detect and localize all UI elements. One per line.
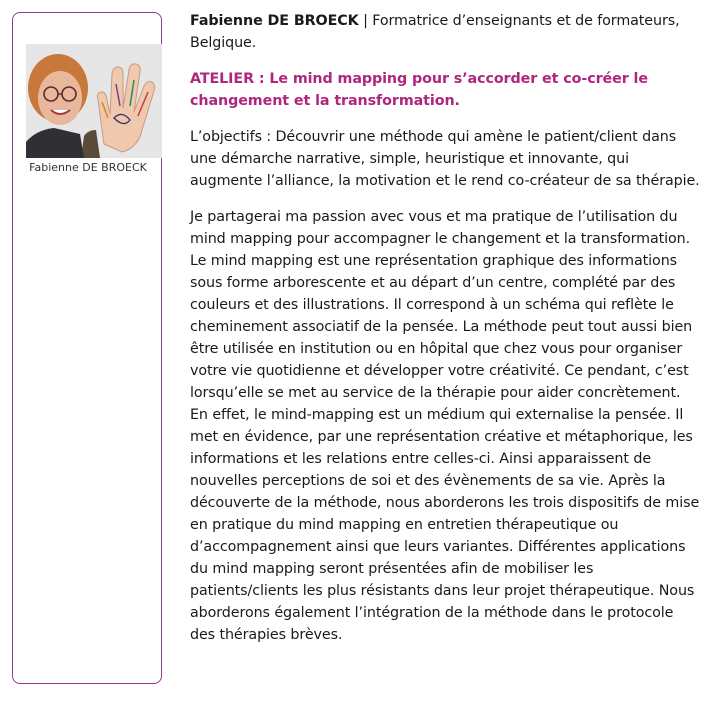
speaker-line <box>190 10 700 54</box>
objectives-paragraph: L’objectifs : Découvrir une méthode qui amène le patient/client dans une démarche narrative, simple, heuristique et innovante, qui augmente l’alliance, la motivation et le rend co-créateur de sa thérapie. <box>190 129 700 189</box>
speaker-photo <box>26 44 162 158</box>
photo-caption: Fabienne DE BROECK <box>29 161 147 174</box>
speaker-name: Fabienne DE BROECK <box>190 13 359 29</box>
speaker-card <box>12 12 162 684</box>
article-content <box>190 10 700 660</box>
description-paragraph: Je partagerai ma passion avec vous et ma pratique de l’utilisation du mind mapping pour accompagner le changement et la transformation. Le mind mapping est une représentation graphique des informations sous forme arborescente et au départ d’un centre, complété par des couleurs et des illustrations. Il correspond à un schéma qui reflète le cheminement associatif de la pensée. La méthode peut tout aussi bien être utilisée en institution ou en hôpital que chez vous pour organiser votre vie quotidienne et développer votre créativité. Ce pendant, c’est lorsqu’elle se met au service de la thérapie pour aider concrètement. En effet, le mind-mapping est un médium qui externalise la pensée. Il met en évidence, par une représentation créative et métaphorique, les informations et les relations entre celles-ci. Ainsi apparaissent de nouvelles perceptions de soi et des évènements de sa vie. Après la découverte de la méthode, nous aborderons les trois dispositifs de mise en pratique du mind mapping en entretien thérapeutique ou d’accompagnement ainsi que leurs variantes. Différentes applications du mind mapping seront présentées afin de mobiliser les patients/clients les plus résistants dans leur projet thérapeutique. Nous aborderons également l’intégration de la méthode dans le protocole des thérapies brèves. <box>190 209 700 643</box>
workshop-title: ATELIER : Le mind mapping pour s’accorder et co-créer le changement et la transformation. <box>190 71 648 109</box>
speaker-role: | Formatrice d’enseignants et de formateurs, Belgique. <box>190 13 680 51</box>
